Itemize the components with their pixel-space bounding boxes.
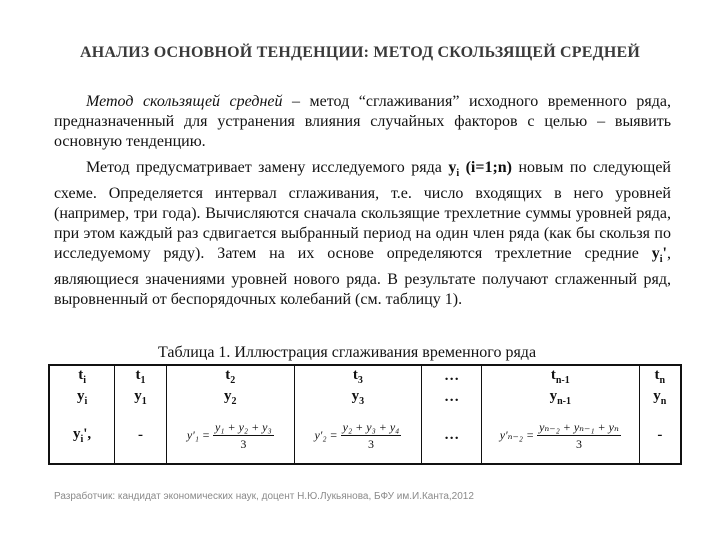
cell-y2: $y_2$	[166, 387, 294, 408]
cell-y1: $y_1$	[115, 387, 167, 408]
smoothing-table	[48, 364, 682, 465]
definition-text: – метод “сглаживания” исходного временного ряда, предназначенный для устранения влияния случайных факторов с целью – выявить основную тенденцию.	[54, 93, 671, 150]
cell-formula-y2-prime: y'₂ = $\frac{\text{y₂ + y₃ + y₄}}{3}$	[294, 408, 422, 464]
symbol-yi: $y_i$	[448, 159, 460, 180]
cell-y3: $y_3$	[294, 387, 422, 408]
cell-formula-yn-2-prime: y'ₙ₋₂ = $\frac{\text{yₙ₋₂ + yₙ₋₁ + yₙ}}{3}$	[481, 408, 639, 464]
slide-title: АНАЛИЗ ОСНОВНОЙ ТЕНДЕНЦИИ: МЕТОД СКОЛЬЗЯЩЕЙ СРЕДНЕЙ	[79, 44, 641, 61]
cell-ellipsis: …	[422, 408, 482, 464]
cell-t3: $t_3$	[294, 365, 422, 387]
cell-yn-1: $y_{n-1}$	[481, 387, 639, 408]
paragraph-definition	[54, 92, 671, 152]
cell-ti: $t_i$	[49, 365, 115, 387]
cell-dash-end: -	[639, 408, 681, 464]
table-row-time	[49, 365, 681, 387]
method-text-1: Метод предусматривает замену исследуемого ряда	[86, 159, 449, 176]
cell-yi-prime: $y_i'$,	[49, 408, 115, 464]
cell-t2: $t_2$	[166, 365, 294, 387]
cell-formula-y1-prime: y'₁ = $\frac{\text{y₁ + y₂ + y₃}}{3}$	[166, 408, 294, 464]
footer-author: Разработчик: кандидат экономических наук, доцент Н.Ю.Лукьянова, БФУ им.И.Канта,2012	[54, 491, 474, 502]
cell-yn: $y_n$	[639, 387, 681, 408]
paragraph-method	[54, 158, 671, 310]
cell-ellipsis: …	[422, 365, 482, 387]
index-range: (i=1;n)	[459, 159, 513, 176]
cell-tn-1: $t_{n-1}$	[481, 365, 639, 387]
cell-t1: $t_1$	[115, 365, 167, 387]
method-text-3: , являющиеся значениями уровней нового ряда. В результате получают сглаженный ряд, выровненный от беспорядочных колебаний (см. таблицу 1).	[54, 245, 671, 309]
table-row-levels	[49, 387, 681, 408]
cell-yi: $y_i$	[49, 387, 115, 408]
table-row-smoothed	[49, 408, 681, 464]
symbol-yi-prime: $y_i'$	[651, 245, 667, 266]
cell-dash: -	[115, 408, 167, 464]
cell-tn: $t_n$	[639, 365, 681, 387]
table-caption: Таблица 1. Иллюстрация сглаживания временного ряда	[158, 344, 537, 361]
cell-ellipsis: …	[422, 387, 482, 408]
term-moving-average: Метод скользящей средней	[86, 93, 283, 110]
method-text-2: новым по следующей схеме. Определяется интервал сглаживания, т.е. число входящих в него уровней (например, три года). Вычисляются сначала скользящие трехлетние суммы уровней ряда, при этом каждый раз сдвигается выбранный период на один член ряда (как бы скользя по исследуемому ряду). Затем на их основе определяются трехлетние средние	[54, 159, 671, 263]
